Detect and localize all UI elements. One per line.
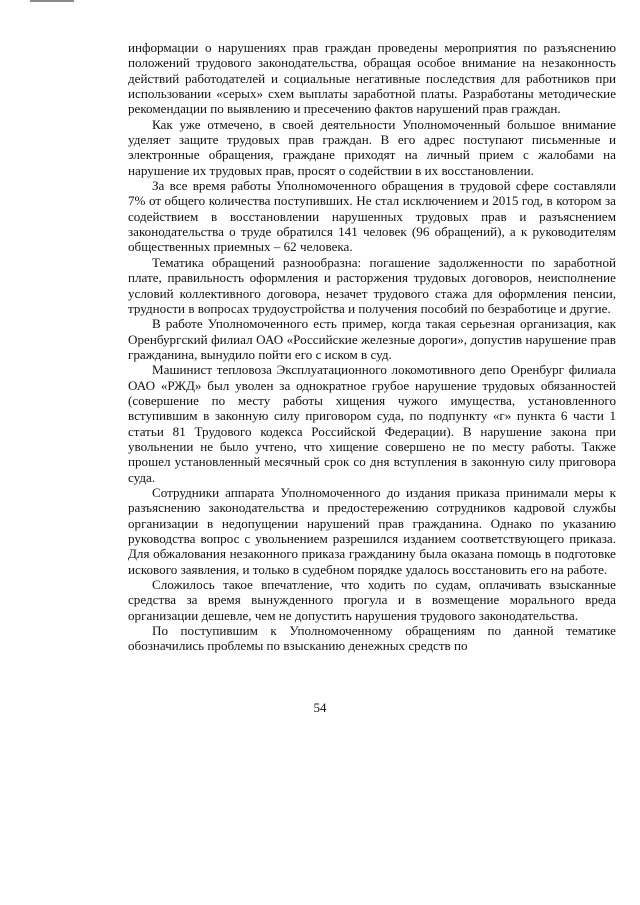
page-number: 54 [313, 700, 327, 715]
scan-edge-mark [30, 0, 74, 2]
paragraph: За все время работы Уполномоченного обращения в трудовой сфере составляли 7% от общего количества поступивших. Не стал исключением и 2015 год, в котором за содействием в восстановлении нарушенных трудовых прав и разъяснением законодательства о труде обратился 141 человек (96 обращений), а к руководителям общественных приемных – 62 человека. [128, 178, 616, 255]
paragraph: Тематика обращений разнообразна: погашение задолженности по заработной плате, правильность оформления и расторжения трудовых договоров, неисполнение условий коллективного договора, незачет трудового стажа для оформления пенсии, трудности в вопросах трудоустройства и получения пособий по безработице и другие. [128, 254, 616, 316]
page-text-body [128, 40, 616, 654]
paragraph: информации о нарушениях прав граждан проведены мероприятия по разъяснению положений трудового законодательства, обращая особое внимание на незаконность действий работодателей и социальные негативные последствия для работников при использовании «серых» схем выплаты заработной платы. Разработаны методические рекомендации по выявлению и пресечению фактов нарушений прав граждан. [128, 40, 616, 117]
paragraph: В работе Уполномоченного есть пример, когда такая серьезная организация, как Оренбургский филиал ОАО «Российские железные дороги», допустив нарушение прав гражданина, вынудило пойти его с иском в суд. [128, 316, 616, 362]
paragraph: Машинист тепловоза Эксплуатационного локомотивного депо Оренбург филиала ОАО «РЖД» был уволен за однократное грубое нарушение трудовых обязанностей (совершение по месту работы хищения чужого имущества, установленного вступившим в законную силу приговором суда, по подпункту «г» пункта 6 части 1 статьи 81 Трудового кодекса Российской Федерации). В нарушение закона при увольнении не было учтено, что хищение совершено не по месту работы. Также прошел установленный месячный срок со дня вступления в законную силу приговора суда. [128, 362, 616, 485]
paragraph: Сотрудники аппарата Уполномоченного до издания приказа принимали меры к разъяснению законодательства и предостережению сотрудников кадровой службы организации в недопущении нарушений прав гражданина. Однако по указанию руководства вопрос с увольнением разрешился изданием соответствующего приказа. Для обжалования незаконного приказа гражданину была оказана помощь в подготовке искового заявления, и только в судебном порядке удалось восстановить его на работе. [128, 484, 616, 577]
paragraph: Сложилось такое впечатление, что ходить по судам, оплачивать взысканные средства за время вынужденного прогула и в возмещение морального вреда организации дешевле, чем не допустить нарушения трудового законодательства. [128, 577, 616, 623]
paragraph: По поступившим к Уполномоченному обращениям по данной тематике обозначились проблемы по взысканию денежных средств по [128, 623, 616, 654]
paragraph: Как уже отмечено, в своей деятельности Уполномоченный большое внимание уделяет защите трудовых прав граждан. В его адрес поступают письменные и электронные обращения, граждане приходят на личный прием с жалобами на нарушение их трудовых прав, просят о содействии в их восстановлении. [128, 116, 616, 178]
